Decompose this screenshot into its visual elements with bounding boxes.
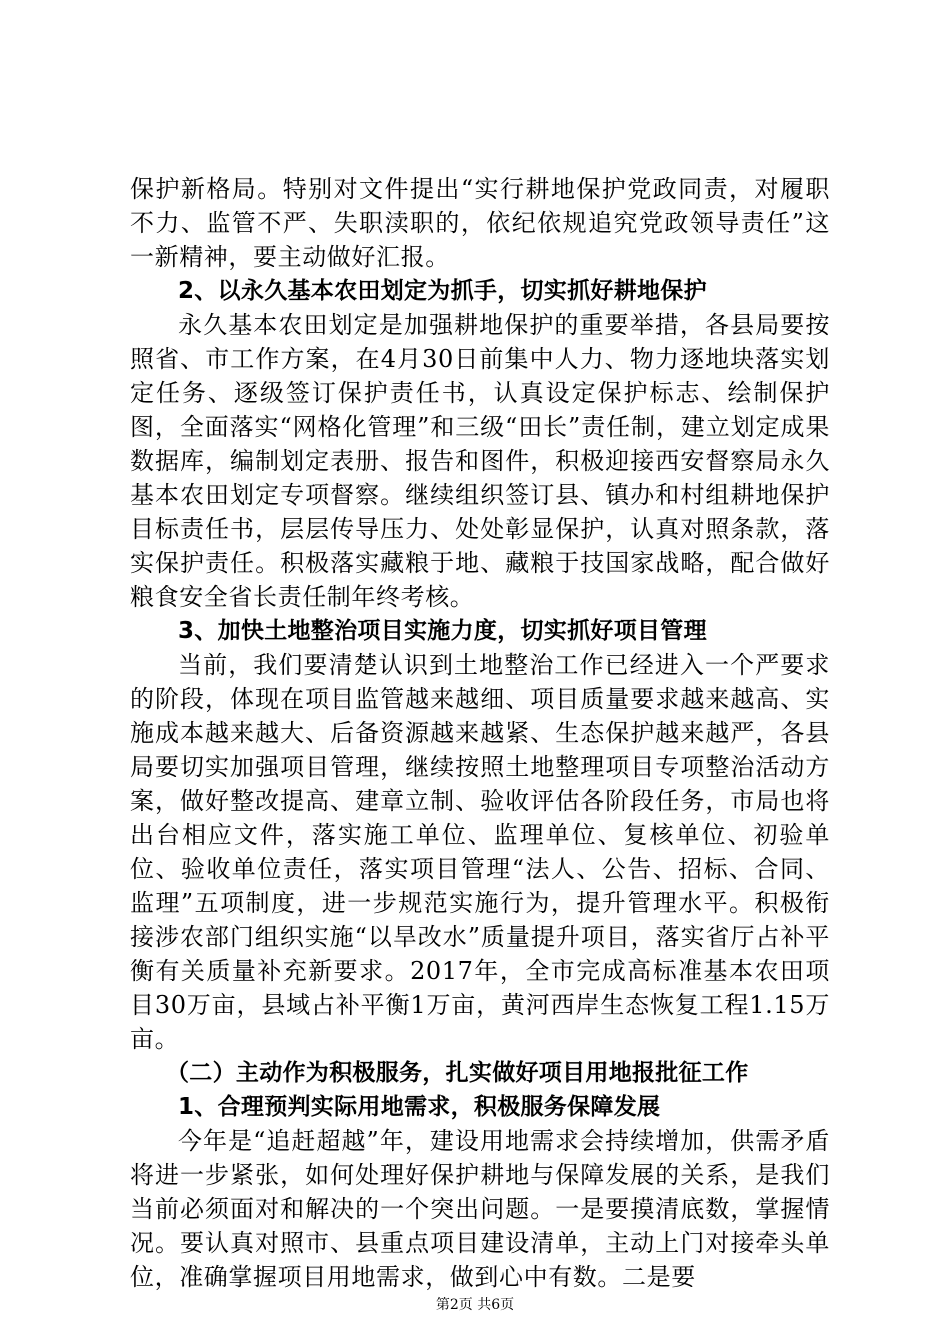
document-body <box>130 172 830 1294</box>
paragraph-4: 今年是“追赶超越”年，建设用地需求会持续增加，供需矛盾将进一步紧张，如何处理好保护耕地与保障发展的关系，是我们当前必须面对和解决的一个突出问题。一是要摸清底数，掌握情况。要认真对照市、县重点项目建设清单，主动上门对接牵头单位，准确掌握项目用地需求，做到心中有数。二是要 <box>130 1127 830 1291</box>
page-footer: 第2页 共6页 <box>435 1297 515 1313</box>
heading-2: 2、以永久基本农田划定为抓手，切实抓好耕地保护 <box>178 278 707 304</box>
paragraph-1: 保护新格局。特别对文件提出“实行耕地保护党政同责，对履职不力、监管不严、失职渎职的，依纪依规追究党政领导责任”这一新精神，要主动做好汇报。 <box>130 175 830 271</box>
heading-4: 1、合理预判实际用地需求，积极服务保障发展 <box>178 1094 661 1120</box>
paragraph-2: 永久基本农田划定是加强耕地保护的重要举措，各县局要按照省、市工作方案，在4月30日前集中人力、物力逐地块落实划定任务、逐级签订保护责任书，认真设定保护标志、绘制保护图，全面落实“网格化管理”和三级“田长”责任制，建立划定成果数据库，编制划定表册、报告和图件，积极迎接西安督察局永久基本农田划定专项督察。继续组织签订县、镇办和村组耕地保护目标责任书，层层传导压力、处处彰显保护，认真对照条款，落实保护责任。积极落实藏粮于地、藏粮于技国家战略，配合做好粮食安全省长责任制年终考核。 <box>130 311 830 611</box>
paragraph-3: 当前，我们要清楚认识到土地整治工作已经进入一个严要求的阶段，体现在项目监管越来越细、项目质量要求越来越高、实施成本越来越大、后备资源越来越紧、生态保护越来越严，各县局要切实加强项目管理，继续按照土地整理项目专项整治活动方案，做好整改提高、建章立制、验收评估各阶段任务，市局也将出台相应文件，落实施工单位、监理单位、复核单位、初验单位、验收单位责任，落实项目管理“法人、公告、招标、合同、监理”五项制度，进一步规范实施行为，提升管理水平。积极衔接涉农部门组织实施“以旱改水”质量提升项目，落实省厅占补平衡有关质量补充新要求。2017年，全市完成高标准基本农田项目30万亩，县域占补平衡1万亩，黄河西岸生态恢复工程1.15万亩。 <box>130 651 830 1053</box>
section-heading-2: （二）主动作为积极服务，扎实做好项目用地报批征工作 <box>166 1060 749 1086</box>
heading-3: 3、加快土地整治项目实施力度，切实抓好项目管理 <box>178 618 707 644</box>
